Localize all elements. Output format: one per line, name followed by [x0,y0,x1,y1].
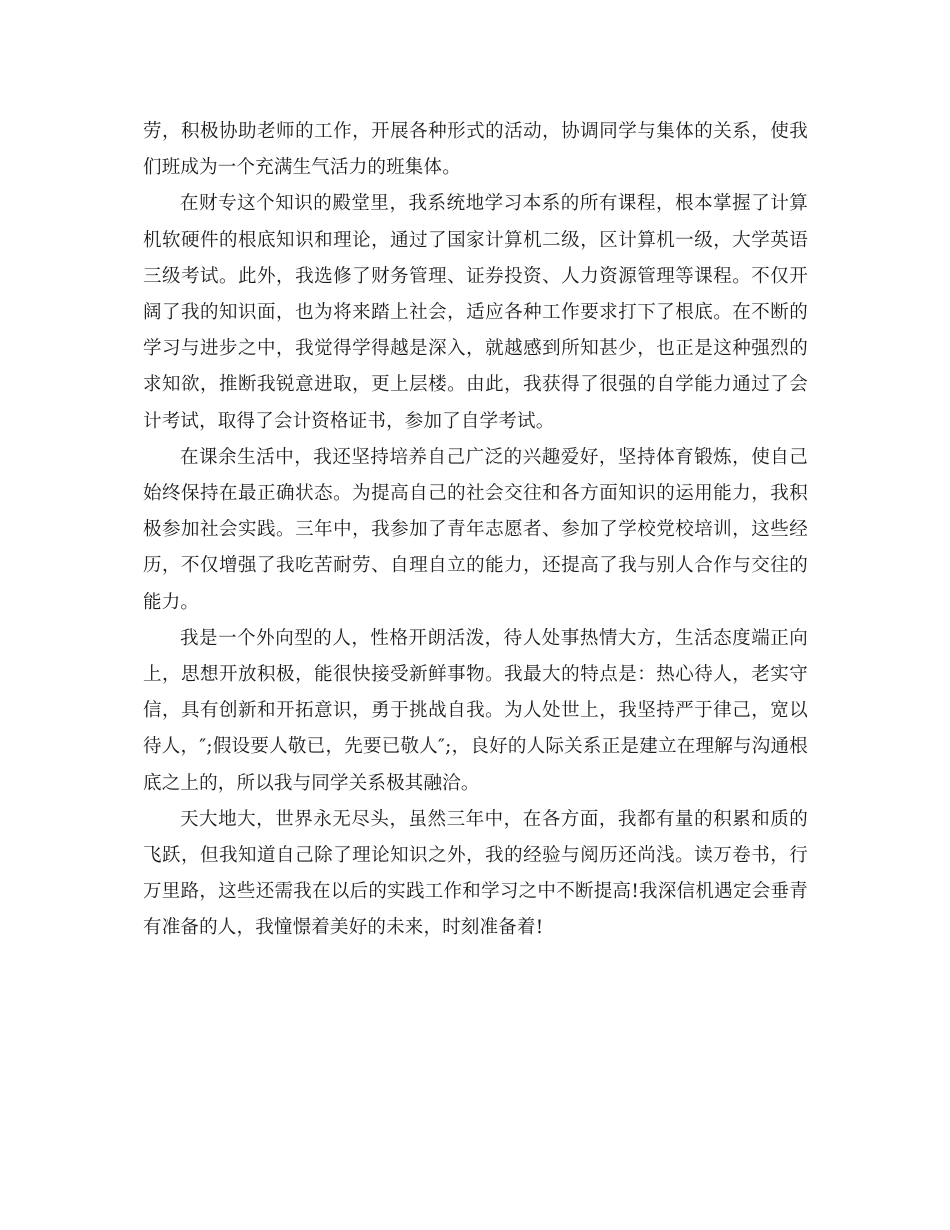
paragraph-studies: 在财专这个知识的殿堂里，我系统地学习本系的所有课程，根本掌握了计算机软硬件的根底知识和理论，通过了国家计算机二级，区计算机一级，大学英语三级考试。此外，我选修了财务管理、证券投资、人力资源管理等课程。不仅开阔了我的知识面，也为将来踏上社会，适应各种工作要求打下了根底。在不断的学习与进步之中，我觉得学得越是深入，就越感到所知甚少，也正是这种强烈的求知欲，推断我锐意进取，更上层楼。由此，我获得了很强的自学能力通过了会计考试，取得了会计资格证书，参加了自学考试。 [143,193,808,432]
document-body [143,114,808,947]
paragraph-personality: 我是一个外向型的人，性格开朗活泼，待人处事热情大方，生活态度端正向上，思想开放积极，能很快接受新鲜事物。我最大的特点是：热心待人，老实守信，具有创新和开拓意识，勇于挑战自我。为人处世上，我坚持严于律己，宽以待人，″;假设要人敬已，先要已敬人″;，良好的人际关系正是建立在理解与沟通根底之上的，所以我与同学关系极其融洽。 [143,627,808,794]
paragraph-continued: 劳，积极协助老师的工作，开展各种形式的活动，协调同学与集体的关系，使我们班成为一个充满生气活力的班集体。 [143,121,808,179]
paragraph-conclusion: 天大地大，世界永无尽头，虽然三年中，在各方面，我都有量的积累和质的飞跃，但我知道自己除了理论知识之外，我的经验与阅历还尚浅。读万卷书，行万里路，这些还需我在以后的实践工作和学习之中不断提高!我深信机遇定会垂青有准备的人，我憧憬着美好的未来，时刻准备着! [143,808,808,939]
paragraph-extracurricular: 在课余生活中，我还坚持培养自己广泛的兴趣爱好，坚持体育锻炼，使自己始终保持在最正确状态。为提高自己的社会交往和各方面知识的运用能力，我积极参加社会实践。三年中，我参加了青年志愿者、参加了学校党校培训，这些经历，不仅增强了我吃苦耐劳、自理自立的能力，还提高了我与别人合作与交往的能力。 [143,446,808,613]
